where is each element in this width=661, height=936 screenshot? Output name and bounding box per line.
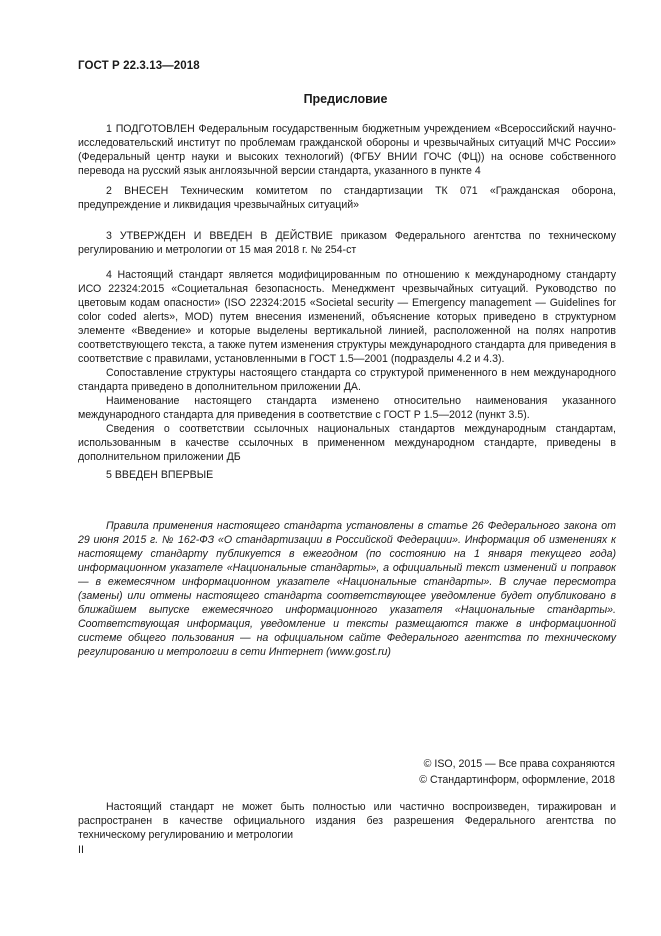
page-number: II [78,844,84,856]
item-3-text: 3 УТВЕРЖДЕН И ВВЕДЕН В ДЕЙСТВИЕ приказом Федерального агентства по техническому регулированию и метрологии от 15 мая 2018 г. № 254-ст [78,230,616,256]
item-4-paragraph-4: Сведения о соответствии ссылочных национальных стандартов международным стандартам, использованным в качестве ссылочных в примененном международном стандарте, приведены в дополнительном приложении ДБ [78,423,616,463]
document-header: ГОСТ Р 22.3.13—2018 [78,60,200,72]
item-4-paragraph-3: Наименование настоящего стандарта изменено относительно наименования указанного международного стандарта для приведения в соответствие с ГОСТ Р 1.5—2012 (пункт 3.5). [78,395,616,421]
copyright-block [419,756,615,788]
reproduction-note-text: Настоящий стандарт не может быть полностью или частично воспроизведен, тиражирован и распространен в качестве официального издания без разрешения Федерального агентства по техническому регулированию и метрологии [78,801,616,841]
foreword-item-3 [78,229,616,257]
foreword-item-2 [78,184,616,212]
foreword-item-5 [78,468,616,482]
item-1-text: 1 ПОДГОТОВЛЕН Федеральным государственным бюджетным учреждением «Всероссийский научно-исследовательский институт по проблемам гражданской обороны и чрезвычайных ситуаций МЧС России» (Федеральный центр науки и высоких технологий) (ФГБУ ВНИИ ГОЧС (ФЦ)) на основе собственного перевода на русский язык англоязычной версии стандарта, указанного в пункте 4 [78,123,616,177]
rules-note-text: Правила применения настоящего стандарта установлены в статье 26 Федерального закона от 29 июня 2015 г. № 162-ФЗ «О стандартизации в Российской Федерации». Информация об изменениях к настоящему стандарту публикуется в ежегодном (по состоянию на 1 января текущего года) информационном указателе «Национальные стандарты», а официальный текст изменений и поправок — в ежемесячном информационном указателе «Национальные стандарты». В случае пересмотра (замены) или отмены настоящего стандарта соответствующее уведомление будет опубликовано в ближайшем выпуске ежемесячного информационного указателя «Национальные стандарты». Соответствующая информация, уведомление и тексты размещаются также в информационной системе общего пользования — на официальном сайте Федерального агентства по техническому регулированию и метрологии в сети Интернет (www.gost.ru) [78,520,616,658]
copyright-standartinform: © Стандартинформ, оформление, 2018 [419,774,615,786]
foreword-item-4 [78,268,616,464]
copyright-iso: © ISO, 2015 — Все права сохраняются [423,758,615,770]
item-4-paragraph-2: Сопоставление структуры настоящего стандарта со структурой примененного в нем международного стандарта приведено в дополнительном приложении ДА. [78,367,616,393]
item-5-text: 5 ВВЕДЕН ВПЕРВЫЕ [106,469,214,481]
section-title: Предисловие [303,92,388,106]
foreword-item-1 [78,122,616,178]
item-2-text: 2 ВНЕСЕН Техническим комитетом по стандартизации ТК 071 «Гражданская оборона, предупреждение и ликвидация чрезвычайных ситуаций» [78,185,616,211]
reproduction-note [78,800,616,842]
item-4-paragraph-1: 4 Настоящий стандарт является модифицированным по отношению к международному стандарту ИСО 22324:2015 «Социетальная безопасность. Менеджмент чрезвычайных ситуаций. Руководство по цветовым кодам опасности» (ISO 22324:2015 «Societal security — Emergency management — Guidelines for color coded alerts», MOD) путем внесения изменений, объяснение которых приведено в структурном элементе «Введение» и которые выделены вертикальной линией, расположенной на полях напротив соответствующего текста, а также путем изменения структуры международного стандарта для приведения в соответствие с правилами, установленными в ГОСТ 1.5—2001 (подразделы 4.2 и 4.3). [78,269,616,365]
rules-note [78,519,616,659]
